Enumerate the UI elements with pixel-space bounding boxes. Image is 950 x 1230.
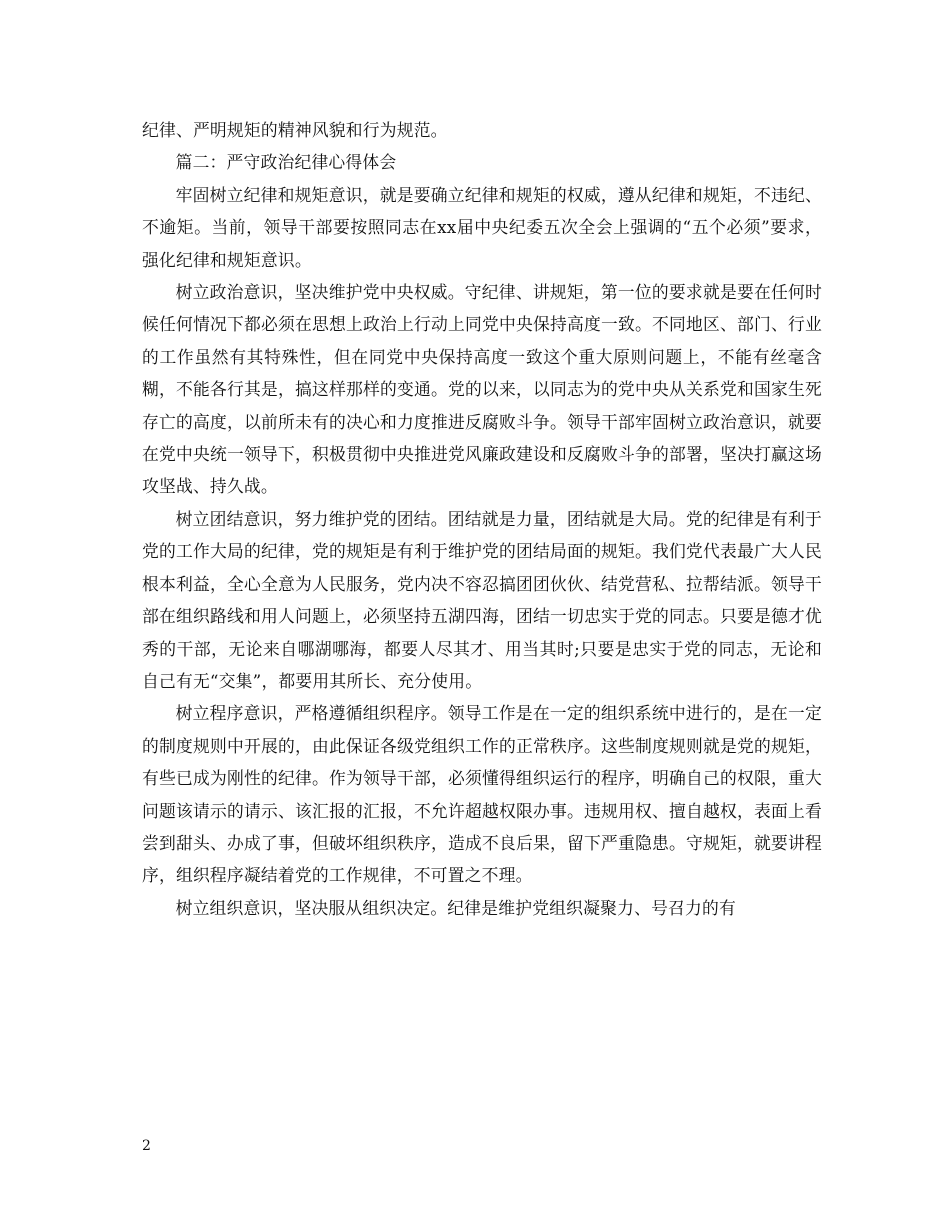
paragraph: 树立政治意识，坚决维护党中央权威。守纪律、讲规矩，第一位的要求就是要在任何时候任何情况下都必须在思想上政治上行动上同党中央保持高度一致。不同地区、部门、行业的工作虽然有其特殊性，但在同党中央保持高度一致这个重大原则问题上，不能有丝毫含糊，不能各行其是，搞这样那样的变通。党的以来，以同志为的党中央从关系党和国家生死存亡的高度，以前所未有的决心和力度推进反腐败斗争。领导干部牢固树立政治意识，就要在党中央统一领导下，积极贯彻中央推进党风廉政建设和反腐败斗争的部署，坚决打赢这场攻坚战、持久战。 <box>142 282 822 497</box>
paragraph: 树立组织意识，坚决服从组织决定。纪律是维护党组织凝聚力、号召力的有 <box>175 897 736 918</box>
paragraph: 牢固树立纪律和规矩意识，就是要确立纪律和规矩的权威，遵从纪律和规矩，不违纪、不逾矩。当前，领导干部要按照同志在xx届中央纪委五次全会上强调的“五个必须”要求，强化纪律和规矩意识。 <box>142 184 822 270</box>
document-body <box>142 114 822 924</box>
section-heading: 篇二：严守政治纪律心得体会 <box>175 152 397 173</box>
paragraph: 树立团结意识，努力维护党的团结。团结就是力量，团结就是大局。党的纪律是有利于党的工作大局的纪律，党的规矩是有利于维护党的团结局面的规矩。我们党代表最广大人民根本利益，全心全意为人民服务，党内决不容忍搞团团伙伙、结党营私、拉帮结派。领导干部在组织路线和用人问题上，必须坚持五湖四海，团结一切忠实于党的同志。只要是德才优秀的干部，无论来自哪湖哪海，都要人尽其才、用当其时;只要是忠实于党的同志，无论和自己有无“交集”，都要用其所长、充分使用。 <box>142 508 822 691</box>
paragraph-continuation: 纪律、严明规矩的精神风貌和行为规范。 <box>142 120 448 140</box>
paragraph: 树立程序意识，严格遵循组织程序。领导工作是在一定的组织系统中进行的，是在一定的制度规则中开展的，由此保证各级党组织工作的正常秩序。这些制度规则就是党的规矩，有些已成为刚性的纪律。作为领导干部，必须懂得组织运行的程序，明确自己的权限，重大问题该请示的请示、该汇报的汇报，不允许超越权限办事。违规用权、擅自越权，表面上看尝到甜头、办成了事，但破坏组织秩序，造成不良后果，留下严重隐患。守规矩，就要讲程序，组织程序凝结着党的工作规律，不可置之不理。 <box>142 703 822 886</box>
page-number: 2 <box>142 1138 151 1154</box>
